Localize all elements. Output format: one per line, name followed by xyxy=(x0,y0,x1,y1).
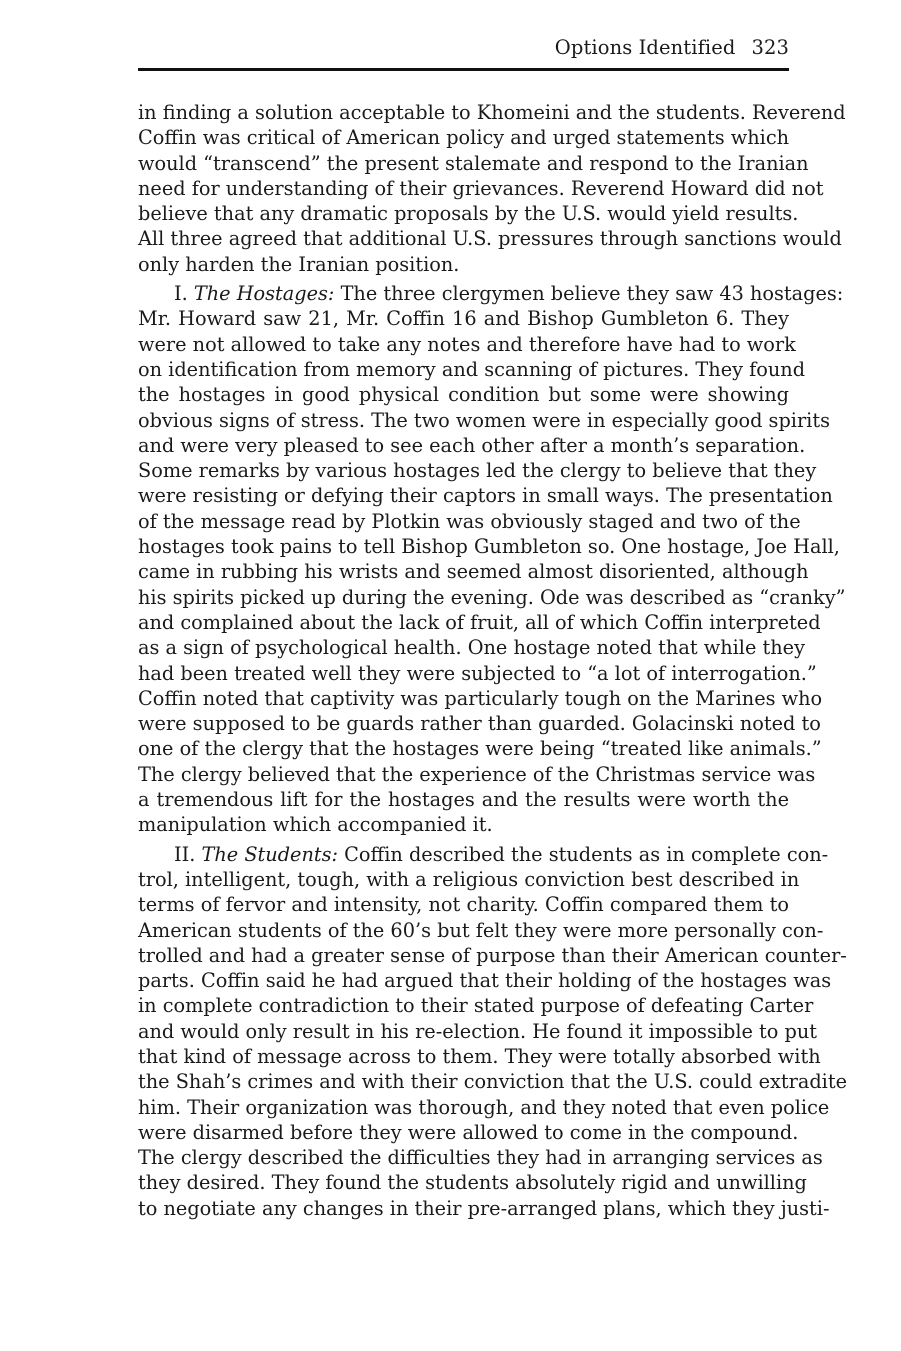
text-line: on identification from memory and scanning of pictures. They found xyxy=(138,357,806,381)
text-line: believe that any dramatic proposals by the U.S. would yield results. xyxy=(138,202,799,226)
text-line: of the message read by Plotkin was obviously staged and two of the xyxy=(138,509,801,533)
text-line: in finding a solution acceptable to Khomeini and the students. Reverend xyxy=(138,101,846,124)
text-line: the Shah’s crimes and with their conviction that the U.S. could extradite xyxy=(138,1070,847,1094)
text-line: a tremendous lift for the hostages and the results were worth the xyxy=(138,788,789,812)
text-line: obvious signs of stress. The two women were in especially good spirits xyxy=(138,408,830,432)
text-line: as a sign of psychological health. One hostage noted that while they xyxy=(138,636,805,660)
text-line: manipulation which accompanied it. xyxy=(138,813,493,837)
text-line: his spirits picked up during the evening. Ode was described as “cranky” xyxy=(138,585,846,609)
text-line: and were very pleased to see each other after a month’s separation. xyxy=(138,433,806,457)
running-head xyxy=(138,36,789,59)
text-line: and complained about the lack of fruit, all of which Coffin interpreted xyxy=(138,610,821,634)
section-numeral: II. xyxy=(174,842,196,866)
text-line: The clergy described the difficulties they had in arranging services as xyxy=(138,1146,823,1170)
text-line: were not allowed to take any notes and therefore have had to work xyxy=(138,332,796,356)
text-line: Some remarks by various hostages led the clergy to believe that they xyxy=(138,459,817,483)
text-line: came in rubbing his wrists and seemed almost disoriented, although xyxy=(138,560,809,584)
text-line: only harden the Iranian position. xyxy=(138,252,460,276)
text-line: trolled and had a greater sense of purpose than their American counter- xyxy=(138,943,847,967)
text-line: terms of fervor and intensity, not charity. Coffin compared them to xyxy=(138,893,789,917)
text-line xyxy=(138,842,829,867)
text-line: were resisting or defying their captors in small ways. The presentation xyxy=(138,484,833,508)
paragraph-hostages xyxy=(138,281,846,838)
text-line: American students of the 60’s but felt they were more personally con- xyxy=(138,918,824,942)
section-first-line: Coffin described the students as in complete con- xyxy=(344,842,829,866)
paragraph-continuation xyxy=(138,100,846,277)
text-line: one of the clergy that the hostages were being “treated like animals.” xyxy=(138,737,822,761)
paragraph-students xyxy=(138,842,847,1221)
text-line xyxy=(138,281,844,306)
text-line: and would only result in his re-election. He found it impossible to put xyxy=(138,1019,818,1043)
running-title: Options Identified xyxy=(554,36,736,59)
text-line: him. Their organization was thorough, and they noted that even police xyxy=(138,1095,830,1119)
text-line: the hostages in good physical condition but some were showing xyxy=(138,383,789,407)
text-line: were supposed to be guards rather than guarded. Golacinski noted to xyxy=(138,712,821,736)
text-line: The clergy believed that the experience of the Christmas service was xyxy=(138,762,816,786)
text-line: had been treated well they were subjected to “a lot of interrogation.” xyxy=(138,661,817,685)
section-heading: The Hostages: xyxy=(193,282,335,306)
section-heading: The Students: xyxy=(201,842,339,866)
body-text xyxy=(138,100,847,1221)
text-line: Coffin was critical of American policy and urged statements which xyxy=(138,126,790,150)
text-line: All three agreed that additional U.S. pressures through sanctions would xyxy=(138,227,842,251)
header-rule xyxy=(138,68,789,71)
section-numeral: I. xyxy=(174,282,188,306)
page-number: 323 xyxy=(751,36,789,59)
text-line: to negotiate any changes in their pre-arranged plans, which they justi- xyxy=(138,1196,830,1220)
text-line: parts. Coffin said he had argued that their holding of the hostages was xyxy=(138,969,832,993)
text-line: would “transcend” the present stalemate and respond to the Iranian xyxy=(138,151,809,175)
section-lead xyxy=(138,282,843,305)
section-lead xyxy=(138,843,828,866)
text-line: that kind of message across to them. They were totally absorbed with xyxy=(138,1044,821,1068)
text-line: they desired. They found the students absolutely rigid and unwilling xyxy=(138,1171,807,1195)
text-line: were disarmed before they were allowed to come in the compound. xyxy=(138,1120,799,1144)
text-line: need for understanding of their grievances. Reverend Howard did not xyxy=(138,176,824,200)
section-first-line: The three clergymen believe they saw 43 hostages: xyxy=(340,282,844,306)
text-line: Mr. Howard saw 21, Mr. Coffin 16 and Bishop Gumbleton 6. They xyxy=(138,307,789,331)
text-line: trol, intelligent, tough, with a religious conviction best described in xyxy=(138,867,800,891)
text-line: Coffin noted that captivity was particularly tough on the Marines who xyxy=(138,686,823,710)
text-line: hostages took pains to tell Bishop Gumbleton so. One hostage, Joe Hall, xyxy=(138,535,840,559)
text-line: in complete contradiction to their stated purpose of defeating Carter xyxy=(138,994,814,1018)
